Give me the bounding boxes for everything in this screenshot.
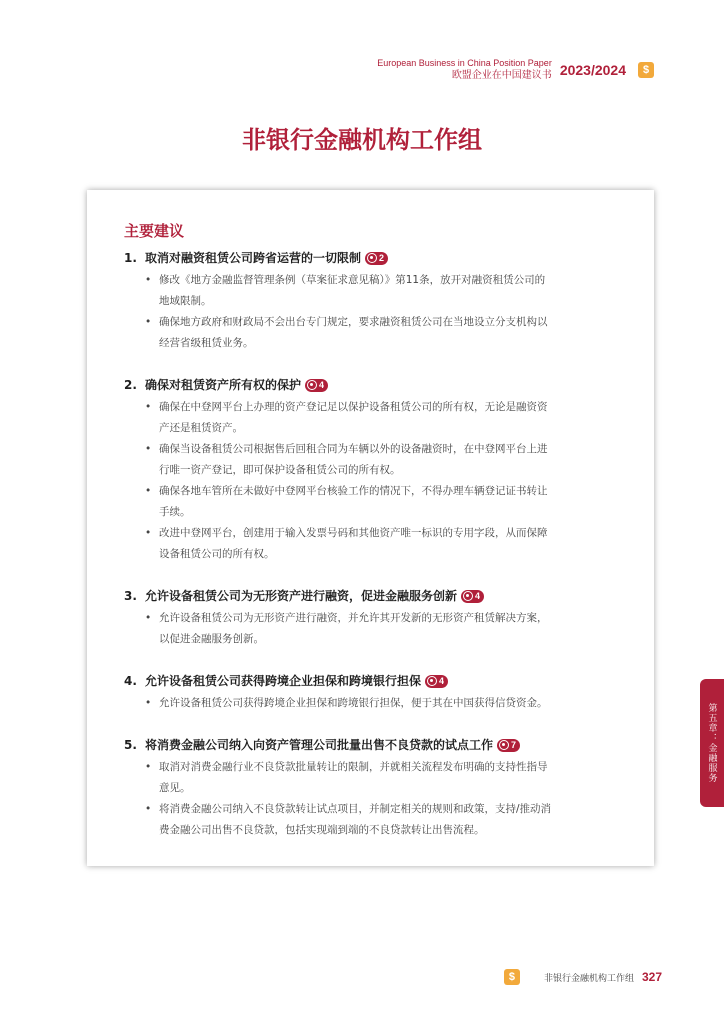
recommendation-number: 3. bbox=[124, 589, 137, 603]
priority-badge-value: 7 bbox=[511, 740, 517, 750]
bullet-dot: • bbox=[145, 316, 152, 328]
recommendation-number: 2. bbox=[124, 378, 137, 392]
recommendations-card bbox=[87, 190, 654, 866]
bullet-line bbox=[124, 418, 614, 439]
bullet-line bbox=[124, 629, 614, 650]
bullet-text: 允许设备租赁公司获得跨境企业担保和跨境银行担保，便于其在中国获得信贷资金。 bbox=[159, 697, 548, 709]
bullet-dot: • bbox=[145, 485, 152, 497]
bullet-line bbox=[124, 693, 614, 714]
recommendation-number: 5. bbox=[124, 738, 137, 752]
bullet-line bbox=[124, 502, 614, 523]
bullet-text: 确保当设备租赁公司根据售后回租合同为车辆以外的设备融资时，在中登网平台上进 bbox=[159, 443, 548, 455]
target-icon bbox=[463, 591, 473, 601]
bullet-text: 经营省级租赁业务。 bbox=[159, 337, 254, 349]
recommendation-item bbox=[124, 672, 614, 714]
bullet-line bbox=[124, 799, 614, 820]
header-text bbox=[377, 58, 552, 82]
bullet-dot: • bbox=[145, 803, 152, 815]
recommendation-title bbox=[124, 376, 614, 394]
bullet-text: 确保在中登网平台上办理的资产登记足以保护设备租赁公司的所有权，无论是融资资 bbox=[159, 401, 548, 413]
target-icon bbox=[499, 740, 509, 750]
bullet-text: 设备租赁公司的所有权。 bbox=[159, 548, 275, 560]
bullet-text: 将消费金融公司纳入不良贷款转让试点项目，并制定相关的规则和政策，支持/推动消 bbox=[159, 803, 552, 815]
recommendation-item bbox=[124, 587, 614, 650]
page-title: 非银行金融机构工作组 bbox=[242, 126, 482, 154]
bullet-text: 以促进金融服务创新。 bbox=[159, 633, 264, 645]
section-heading: 主要建议 bbox=[124, 222, 185, 240]
recommendation-title bbox=[124, 249, 614, 267]
bullet-line bbox=[124, 460, 614, 481]
bullet-text: 意见。 bbox=[159, 782, 191, 794]
money-bag-icon: $ bbox=[504, 969, 520, 985]
recommendation-item bbox=[124, 736, 614, 841]
bullet-line bbox=[124, 270, 614, 291]
bullet-text: 取消对消费金融行业不良贷款批量转让的限制，并就相关流程发布明确的支持性指导 bbox=[159, 761, 548, 773]
bullet-text: 行唯一资产登记，即可保护设备租赁公司的所有权。 bbox=[159, 464, 401, 476]
bullet-list bbox=[124, 757, 614, 841]
priority-badge bbox=[425, 675, 448, 688]
bullet-dot: • bbox=[145, 443, 152, 455]
recommendation-title-text: 将消费金融公司纳入向资产管理公司批量出售不良贷款的试点工作 bbox=[145, 738, 494, 752]
bullet-dot: • bbox=[145, 401, 152, 413]
target-icon bbox=[367, 253, 377, 263]
bullet-text: 产还是租赁资产。 bbox=[159, 422, 243, 434]
bullet-line bbox=[124, 481, 614, 502]
header-year: 2023/2024 bbox=[559, 62, 626, 78]
page-footer bbox=[504, 969, 662, 985]
priority-badge bbox=[365, 252, 388, 265]
bullet-text: 允许设备租赁公司为无形资产进行融资，并允许其开发新的无形资产租赁解决方案， bbox=[159, 612, 548, 624]
priority-badge-value: 4 bbox=[319, 380, 325, 390]
bullet-list bbox=[124, 693, 614, 714]
bullet-line bbox=[124, 523, 614, 544]
bullet-dot: • bbox=[145, 527, 152, 539]
chapter-side-tab-label: 第五章：金融服务 bbox=[706, 703, 717, 783]
chapter-side-tab[interactable] bbox=[700, 679, 724, 807]
bullet-text: 修改《地方金融监督管理条例（草案征求意见稿）》第11条，放开对融资租赁公司的 bbox=[159, 274, 546, 286]
bullet-list bbox=[124, 608, 614, 650]
header-cn-title: 欧盟企业在中国建议书 bbox=[451, 70, 552, 81]
priority-badge-value: 4 bbox=[475, 591, 481, 601]
bullet-text: 确保地方政府和财政局不会出台专门规定，要求融资租赁公司在当地设立分支机构以 bbox=[159, 316, 548, 328]
bullet-line bbox=[124, 544, 614, 565]
target-icon bbox=[307, 380, 317, 390]
bullet-dot: • bbox=[145, 612, 152, 624]
recommendation-title bbox=[124, 587, 614, 605]
bullet-text: 手续。 bbox=[159, 506, 191, 518]
priority-badge bbox=[461, 590, 484, 603]
recommendation-item bbox=[124, 376, 614, 565]
bullet-text: 费金融公司出售不良贷款，包括实现端到端的不良贷款转让出售流程。 bbox=[159, 824, 485, 836]
bullet-line bbox=[124, 397, 614, 418]
page-number: 327 bbox=[641, 970, 662, 984]
bullet-line bbox=[124, 608, 614, 629]
priority-badge-value: 4 bbox=[439, 676, 445, 686]
priority-badge-value: 2 bbox=[379, 253, 385, 263]
recommendation-list bbox=[124, 249, 614, 841]
header-en-title: European Business in China Position Paper bbox=[377, 58, 552, 68]
priority-badge bbox=[497, 739, 520, 752]
recommendation-number: 4. bbox=[124, 674, 137, 688]
bullet-text: 确保各地车管所在未做好中登网平台核验工作的情况下，不得办理车辆登记证书转让 bbox=[159, 485, 548, 497]
recommendation-title bbox=[124, 672, 614, 690]
money-bag-icon: $ bbox=[638, 62, 654, 78]
bullet-dot: • bbox=[145, 761, 152, 773]
bullet-line bbox=[124, 757, 614, 778]
bullet-line bbox=[124, 291, 614, 312]
recommendation-title-text: 允许设备租赁公司为无形资产进行融资，促进金融服务创新 bbox=[145, 589, 458, 603]
recommendation-title bbox=[124, 736, 614, 754]
bullet-line bbox=[124, 778, 614, 799]
page-header bbox=[377, 58, 654, 82]
bullet-list bbox=[124, 270, 614, 354]
priority-badge bbox=[305, 379, 328, 392]
recommendation-number: 1. bbox=[124, 251, 137, 265]
bullet-line bbox=[124, 312, 614, 333]
bullet-dot: • bbox=[145, 697, 152, 709]
bullet-line bbox=[124, 439, 614, 460]
bullet-line bbox=[124, 333, 614, 354]
bullet-text: 改进中登网平台，创建用于输入发票号码和其他资产唯一标识的专用字段，从而保障 bbox=[159, 527, 548, 539]
bullet-text: 地域限制。 bbox=[159, 295, 212, 307]
bullet-line bbox=[124, 820, 614, 841]
recommendation-title-text: 允许设备租赁公司获得跨境企业担保和跨境银行担保 bbox=[145, 674, 422, 688]
recommendation-item bbox=[124, 249, 614, 354]
recommendation-title-text: 取消对融资租赁公司跨省运营的一切限制 bbox=[145, 251, 362, 265]
recommendation-title-text: 确保对租赁资产所有权的保护 bbox=[145, 378, 302, 392]
footer-label: 非银行金融机构工作组 bbox=[543, 973, 634, 984]
bullet-dot: • bbox=[145, 274, 152, 286]
target-icon bbox=[427, 676, 437, 686]
bullet-list bbox=[124, 397, 614, 565]
